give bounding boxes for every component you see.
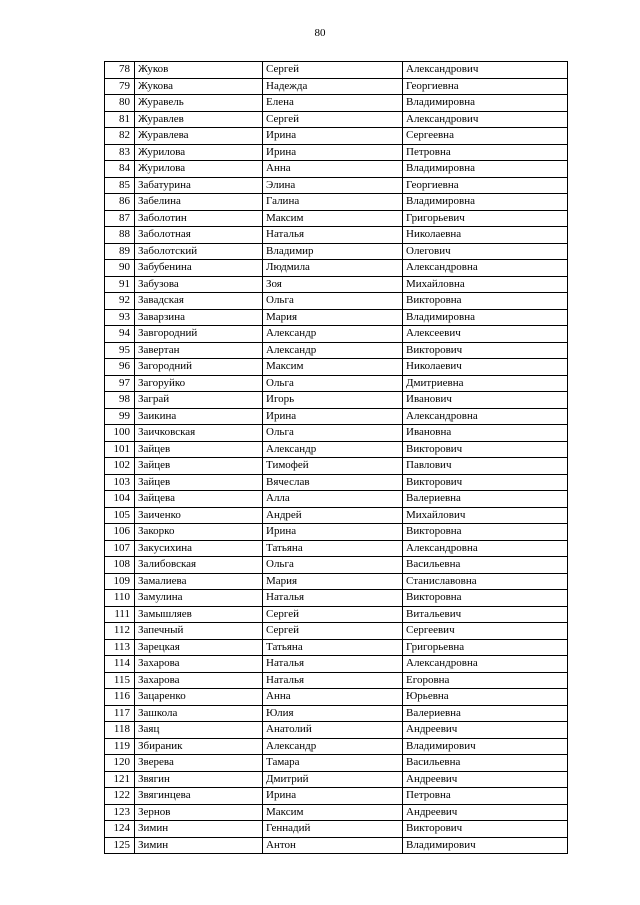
row-number-cell: 103: [105, 474, 135, 491]
patronymic-cell: Иванович: [403, 392, 568, 409]
first-name-cell: Анна: [263, 161, 403, 178]
row-number-cell: 82: [105, 128, 135, 145]
table-row: [105, 309, 568, 326]
patronymic-cell: Викторовна: [403, 524, 568, 541]
patronymic-cell: Владимировна: [403, 161, 568, 178]
patronymic-cell: Юрьевна: [403, 689, 568, 706]
last-name-cell: Заболотский: [135, 243, 263, 260]
table-row: [105, 722, 568, 739]
first-name-cell: Андрей: [263, 507, 403, 524]
patronymic-cell: Георгиевна: [403, 177, 568, 194]
first-name-cell: Максим: [263, 804, 403, 821]
row-number-cell: 85: [105, 177, 135, 194]
row-number-cell: 118: [105, 722, 135, 739]
table-row: [105, 293, 568, 310]
patronymic-cell: Владимировна: [403, 95, 568, 112]
first-name-cell: Анатолий: [263, 722, 403, 739]
last-name-cell: Забубенина: [135, 260, 263, 277]
first-name-cell: Александр: [263, 738, 403, 755]
table-row: [105, 342, 568, 359]
table-row: [105, 425, 568, 442]
first-name-cell: Геннадий: [263, 821, 403, 838]
first-name-cell: Ольга: [263, 375, 403, 392]
first-name-cell: Вячеслав: [263, 474, 403, 491]
row-number-cell: 120: [105, 755, 135, 772]
row-number-cell: 90: [105, 260, 135, 277]
row-number-cell: 105: [105, 507, 135, 524]
first-name-cell: Ирина: [263, 788, 403, 805]
last-name-cell: Заиченко: [135, 507, 263, 524]
row-number-cell: 111: [105, 606, 135, 623]
row-number-cell: 115: [105, 672, 135, 689]
last-name-cell: Захарова: [135, 672, 263, 689]
table-row: [105, 639, 568, 656]
table-row: [105, 738, 568, 755]
patronymic-cell: Николаевич: [403, 359, 568, 376]
first-name-cell: Наталья: [263, 656, 403, 673]
table-row: [105, 128, 568, 145]
last-name-cell: Зашкола: [135, 705, 263, 722]
row-number-cell: 125: [105, 837, 135, 854]
first-name-cell: Галина: [263, 194, 403, 211]
row-number-cell: 99: [105, 408, 135, 425]
last-name-cell: Заболотин: [135, 210, 263, 227]
first-name-cell: Ольга: [263, 293, 403, 310]
table-row: [105, 144, 568, 161]
row-number-cell: 107: [105, 540, 135, 557]
last-name-cell: Загоруйко: [135, 375, 263, 392]
patronymic-cell: Владимирович: [403, 837, 568, 854]
patronymic-cell: Викторовна: [403, 590, 568, 607]
patronymic-cell: Дмитриевна: [403, 375, 568, 392]
table-row: [105, 540, 568, 557]
patronymic-cell: Станиславовна: [403, 573, 568, 590]
table-row: [105, 656, 568, 673]
table-row: [105, 177, 568, 194]
last-name-cell: Завертан: [135, 342, 263, 359]
row-number-cell: 101: [105, 441, 135, 458]
last-name-cell: Зернов: [135, 804, 263, 821]
first-name-cell: Алла: [263, 491, 403, 508]
row-number-cell: 112: [105, 623, 135, 640]
table-row: [105, 227, 568, 244]
row-number-cell: 114: [105, 656, 135, 673]
table-row: [105, 507, 568, 524]
last-name-cell: Забелина: [135, 194, 263, 211]
first-name-cell: Максим: [263, 359, 403, 376]
last-name-cell: Зверева: [135, 755, 263, 772]
last-name-cell: Замулина: [135, 590, 263, 607]
table-row: [105, 78, 568, 95]
last-name-cell: Забатурина: [135, 177, 263, 194]
first-name-cell: Мария: [263, 309, 403, 326]
last-name-cell: Жуков: [135, 62, 263, 79]
last-name-cell: Заикина: [135, 408, 263, 425]
table-row: [105, 95, 568, 112]
first-name-cell: Ольга: [263, 557, 403, 574]
patronymic-cell: Викторович: [403, 474, 568, 491]
patronymic-cell: Георгиевна: [403, 78, 568, 95]
last-name-cell: Заварзина: [135, 309, 263, 326]
last-name-cell: Закусихина: [135, 540, 263, 557]
patronymic-cell: Ивановна: [403, 425, 568, 442]
patronymic-cell: Андреевич: [403, 804, 568, 821]
patronymic-cell: Алексеевич: [403, 326, 568, 343]
first-name-cell: Наталья: [263, 672, 403, 689]
table-row: [105, 392, 568, 409]
last-name-cell: Замышляев: [135, 606, 263, 623]
patronymic-cell: Александровна: [403, 656, 568, 673]
first-name-cell: Владимир: [263, 243, 403, 260]
row-number-cell: 113: [105, 639, 135, 656]
table-row: [105, 474, 568, 491]
last-name-cell: Зимин: [135, 837, 263, 854]
last-name-cell: Запечный: [135, 623, 263, 640]
names-table: [104, 61, 568, 854]
patronymic-cell: Александрович: [403, 111, 568, 128]
row-number-cell: 121: [105, 771, 135, 788]
row-number-cell: 109: [105, 573, 135, 590]
table-row: [105, 491, 568, 508]
row-number-cell: 100: [105, 425, 135, 442]
table-row: [105, 243, 568, 260]
first-name-cell: Сергей: [263, 62, 403, 79]
table-row: [105, 62, 568, 79]
patronymic-cell: Олегович: [403, 243, 568, 260]
first-name-cell: Александр: [263, 441, 403, 458]
last-name-cell: Зайцев: [135, 458, 263, 475]
table-row: [105, 260, 568, 277]
patronymic-cell: Петровна: [403, 788, 568, 805]
table-row: [105, 557, 568, 574]
row-number-cell: 81: [105, 111, 135, 128]
patronymic-cell: Михайлович: [403, 507, 568, 524]
patronymic-cell: Николаевна: [403, 227, 568, 244]
table-row: [105, 623, 568, 640]
last-name-cell: Забузова: [135, 276, 263, 293]
row-number-cell: 108: [105, 557, 135, 574]
first-name-cell: Тамара: [263, 755, 403, 772]
last-name-cell: Журилова: [135, 144, 263, 161]
patronymic-cell: Григорьевич: [403, 210, 568, 227]
last-name-cell: Журавель: [135, 95, 263, 112]
last-name-cell: Завгородний: [135, 326, 263, 343]
last-name-cell: Завадская: [135, 293, 263, 310]
patronymic-cell: Витальевич: [403, 606, 568, 623]
row-number-cell: 106: [105, 524, 135, 541]
first-name-cell: Ольга: [263, 425, 403, 442]
first-name-cell: Ирина: [263, 128, 403, 145]
patronymic-cell: Владимировна: [403, 309, 568, 326]
table-row: [105, 590, 568, 607]
table-row: [105, 524, 568, 541]
row-number-cell: 95: [105, 342, 135, 359]
last-name-cell: Журавлев: [135, 111, 263, 128]
last-name-cell: Журавлева: [135, 128, 263, 145]
table-row: [105, 672, 568, 689]
table-row: [105, 276, 568, 293]
last-name-cell: Збираник: [135, 738, 263, 755]
row-number-cell: 97: [105, 375, 135, 392]
row-number-cell: 84: [105, 161, 135, 178]
first-name-cell: Дмитрий: [263, 771, 403, 788]
names-table-body: [105, 62, 568, 854]
last-name-cell: Зайцев: [135, 474, 263, 491]
row-number-cell: 92: [105, 293, 135, 310]
first-name-cell: Мария: [263, 573, 403, 590]
row-number-cell: 88: [105, 227, 135, 244]
last-name-cell: Зарецкая: [135, 639, 263, 656]
last-name-cell: Замалиева: [135, 573, 263, 590]
last-name-cell: Звягин: [135, 771, 263, 788]
first-name-cell: Ирина: [263, 524, 403, 541]
table-row: [105, 359, 568, 376]
last-name-cell: Звягинцева: [135, 788, 263, 805]
table-row: [105, 788, 568, 805]
first-name-cell: Александр: [263, 326, 403, 343]
table-row: [105, 837, 568, 854]
table-row: [105, 689, 568, 706]
table-row: [105, 441, 568, 458]
first-name-cell: Ирина: [263, 408, 403, 425]
patronymic-cell: Сергеевна: [403, 128, 568, 145]
last-name-cell: Зимин: [135, 821, 263, 838]
row-number-cell: 98: [105, 392, 135, 409]
patronymic-cell: Андреевич: [403, 722, 568, 739]
first-name-cell: Максим: [263, 210, 403, 227]
patronymic-cell: Александрович: [403, 62, 568, 79]
row-number-cell: 79: [105, 78, 135, 95]
last-name-cell: Захарова: [135, 656, 263, 673]
table-row: [105, 755, 568, 772]
first-name-cell: Тимофей: [263, 458, 403, 475]
row-number-cell: 83: [105, 144, 135, 161]
last-name-cell: Зайцева: [135, 491, 263, 508]
patronymic-cell: Александровна: [403, 540, 568, 557]
last-name-cell: Закорко: [135, 524, 263, 541]
first-name-cell: Элина: [263, 177, 403, 194]
first-name-cell: Анна: [263, 689, 403, 706]
row-number-cell: 89: [105, 243, 135, 260]
patronymic-cell: Петровна: [403, 144, 568, 161]
patronymic-cell: Валериевна: [403, 491, 568, 508]
patronymic-cell: Александровна: [403, 408, 568, 425]
last-name-cell: Загородний: [135, 359, 263, 376]
last-name-cell: Заболотная: [135, 227, 263, 244]
last-name-cell: Заичковская: [135, 425, 263, 442]
row-number-cell: 86: [105, 194, 135, 211]
patronymic-cell: Павлович: [403, 458, 568, 475]
row-number-cell: 124: [105, 821, 135, 838]
patronymic-cell: Викторович: [403, 441, 568, 458]
table-row: [105, 210, 568, 227]
patronymic-cell: Сергеевич: [403, 623, 568, 640]
last-name-cell: Заграй: [135, 392, 263, 409]
row-number-cell: 96: [105, 359, 135, 376]
first-name-cell: Татьяна: [263, 540, 403, 557]
patronymic-cell: Владимирович: [403, 738, 568, 755]
row-number-cell: 78: [105, 62, 135, 79]
patronymic-cell: Васильевна: [403, 755, 568, 772]
patronymic-cell: Егоровна: [403, 672, 568, 689]
row-number-cell: 122: [105, 788, 135, 805]
row-number-cell: 110: [105, 590, 135, 607]
patronymic-cell: Викторович: [403, 342, 568, 359]
row-number-cell: 104: [105, 491, 135, 508]
last-name-cell: Заяц: [135, 722, 263, 739]
first-name-cell: Елена: [263, 95, 403, 112]
patronymic-cell: Григорьевна: [403, 639, 568, 656]
first-name-cell: Сергей: [263, 606, 403, 623]
patronymic-cell: Васильевна: [403, 557, 568, 574]
last-name-cell: Зацаренко: [135, 689, 263, 706]
row-number-cell: 93: [105, 309, 135, 326]
table-row: [105, 804, 568, 821]
last-name-cell: Залибовская: [135, 557, 263, 574]
table-row: [105, 326, 568, 343]
first-name-cell: Наталья: [263, 227, 403, 244]
table-row: [105, 705, 568, 722]
first-name-cell: Ирина: [263, 144, 403, 161]
patronymic-cell: Михайловна: [403, 276, 568, 293]
first-name-cell: Сергей: [263, 111, 403, 128]
first-name-cell: Людмила: [263, 260, 403, 277]
patronymic-cell: Владимировна: [403, 194, 568, 211]
last-name-cell: Жукова: [135, 78, 263, 95]
first-name-cell: Антон: [263, 837, 403, 854]
row-number-cell: 80: [105, 95, 135, 112]
first-name-cell: Юлия: [263, 705, 403, 722]
row-number-cell: 91: [105, 276, 135, 293]
patronymic-cell: Андреевич: [403, 771, 568, 788]
table-row: [105, 606, 568, 623]
patronymic-cell: Викторович: [403, 821, 568, 838]
first-name-cell: Татьяна: [263, 639, 403, 656]
table-row: [105, 573, 568, 590]
patronymic-cell: Александровна: [403, 260, 568, 277]
row-number-cell: 119: [105, 738, 135, 755]
table-row: [105, 821, 568, 838]
first-name-cell: Игорь: [263, 392, 403, 409]
table-row: [105, 194, 568, 211]
row-number-cell: 117: [105, 705, 135, 722]
last-name-cell: Журилова: [135, 161, 263, 178]
page-number: 80: [314, 27, 326, 39]
first-name-cell: Надежда: [263, 78, 403, 95]
last-name-cell: Зайцев: [135, 441, 263, 458]
patronymic-cell: Валериевна: [403, 705, 568, 722]
row-number-cell: 123: [105, 804, 135, 821]
table-row: [105, 375, 568, 392]
row-number-cell: 116: [105, 689, 135, 706]
table-row: [105, 408, 568, 425]
first-name-cell: Зоя: [263, 276, 403, 293]
table-row: [105, 458, 568, 475]
row-number-cell: 87: [105, 210, 135, 227]
table-row: [105, 161, 568, 178]
first-name-cell: Сергей: [263, 623, 403, 640]
patronymic-cell: Викторовна: [403, 293, 568, 310]
row-number-cell: 94: [105, 326, 135, 343]
first-name-cell: Александр: [263, 342, 403, 359]
table-row: [105, 111, 568, 128]
table-row: [105, 771, 568, 788]
first-name-cell: Наталья: [263, 590, 403, 607]
row-number-cell: 102: [105, 458, 135, 475]
